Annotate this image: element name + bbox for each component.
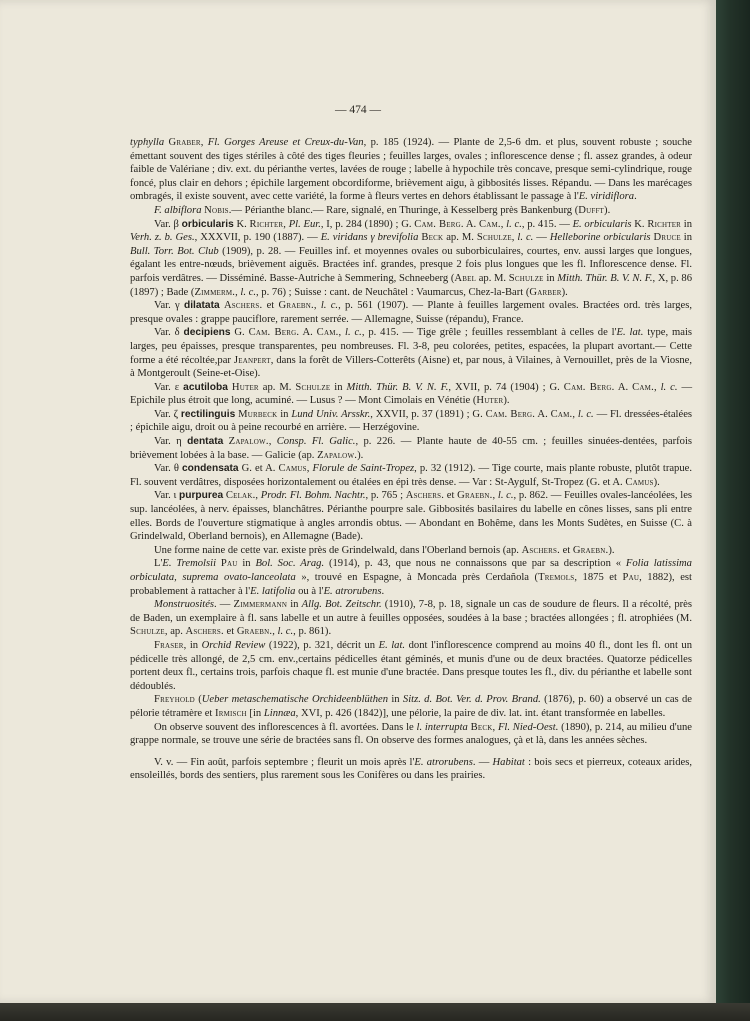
text-run: Var. ε bbox=[154, 381, 184, 393]
paragraph-p11 bbox=[130, 544, 692, 558]
text-run: dont l'inflorescence comprend au moins 40 fl., dont les fl. ont un pédicelle très allongé, de 2,5 cm. env.,certains pédicelles étant géminés, et munis d'une ou de deux bractées. Quatorze pédicelles portent deux fl., certains trois, parfois chaque fl. est munie d'une bractée. Dans presque toutes les fl., div. du périanthe et labelle sont dédoublés. bbox=[130, 639, 693, 692]
italic-text: Fl. Gorges Areuse et Creux-du-Van bbox=[207, 137, 364, 148]
variety-name: rectilinguis bbox=[180, 408, 236, 420]
italic-text: E. Tremolsii bbox=[162, 558, 217, 570]
italic-text: Monstruosités bbox=[154, 599, 215, 611]
italic-text: Linnæa bbox=[263, 707, 296, 719]
text-run: et bbox=[223, 626, 237, 638]
paragraph-p4 bbox=[130, 299, 692, 326]
text-run: , bbox=[268, 436, 277, 448]
text-run: .— Périanthe blanc.— Rare, signalé, en Thuringe, à Kesselberg près Bankenburg ( bbox=[228, 204, 579, 216]
text-run: Var. ζ bbox=[154, 408, 181, 420]
italic-text: Habitat bbox=[492, 756, 525, 768]
text-run: A. bbox=[535, 408, 551, 420]
author-name: Garber bbox=[529, 286, 562, 298]
italic-text: E. lat. bbox=[616, 327, 644, 339]
author-name: Jeanpert bbox=[233, 354, 271, 366]
author-name: Cam. Berg. bbox=[414, 218, 464, 230]
text-run: (1910), 7-8, p. 18, signale un cas de soudure de fleurs. Il a récolté, près de Baden, un exemplaire à fl. sans labelle et un autre à feuilles opposées, soudées à la base ; bractées allongées ; fl. atrophiées (M. bbox=[130, 599, 692, 624]
text-run: A. bbox=[614, 381, 633, 393]
text-run: ap. M. bbox=[258, 381, 296, 393]
text-run: . — bbox=[214, 599, 234, 611]
text-run: , XVII, p. 74 (1904) ; G. bbox=[448, 381, 564, 393]
italic-text: Lund Univ. Arsskr. bbox=[291, 408, 371, 420]
author-name: Celak. bbox=[225, 490, 256, 502]
author-name: Abel bbox=[454, 272, 477, 284]
author-name: Cam. bbox=[316, 327, 339, 339]
author-name: Aschers. bbox=[405, 490, 445, 502]
italic-text: E. atrorubens bbox=[414, 756, 473, 768]
author-name: Irmisch bbox=[215, 707, 247, 719]
italic-text: Helleborine orbicularis bbox=[549, 232, 651, 244]
paragraph-p6 bbox=[130, 381, 692, 408]
paragraph-p1 bbox=[130, 136, 692, 204]
italic-text: l. interrupta bbox=[416, 721, 468, 733]
italic-text: Orchid Review bbox=[201, 639, 266, 651]
page-body-text bbox=[130, 136, 692, 783]
text-run: — Fl. dressées-étalées ; épichile aigu, droit ou à peine recourbé en arrière. — Herzégovine. bbox=[130, 408, 693, 434]
text-run: , p. 561 (1907). — Plante à feuilles largement ovales. Bractées ord. très larges, presque ovales : grappe pauciflore, rarement serrée. — Allemagne, Suisse (répandu), France. bbox=[130, 300, 693, 325]
italic-text: l. c. bbox=[320, 300, 339, 312]
text-run: K. bbox=[631, 218, 648, 230]
text-run: et bbox=[444, 490, 458, 502]
text-run: , p. 861). bbox=[293, 626, 332, 638]
italic-text: Ueber metaschematische Orchideenblüthen bbox=[201, 694, 389, 706]
author-name: Schulze bbox=[508, 272, 544, 284]
text-run: , X, p. 86 (1897) ; Bade ( bbox=[130, 272, 692, 298]
text-run: A. bbox=[299, 327, 317, 339]
author-name: Zimmerm. bbox=[194, 286, 236, 298]
italic-text: Folia latissima orbiculata, suprema ovato-lanceolata bbox=[130, 558, 692, 583]
author-name: Huter bbox=[231, 381, 259, 393]
text-run: G. et A. bbox=[238, 463, 279, 475]
scanner-edge bbox=[0, 1003, 750, 1021]
text-run: ). bbox=[561, 286, 568, 298]
author-name: Richter bbox=[249, 218, 284, 230]
text-run: , p. 415. — bbox=[521, 218, 573, 230]
text-run: , p. 415. — Tige grêle ; feuilles ressemblant à celles de l' bbox=[361, 327, 617, 339]
italic-text: l. c. bbox=[345, 327, 362, 339]
author-name: Freyhold bbox=[154, 694, 195, 706]
text-run: in bbox=[237, 558, 256, 570]
author-name: Schulze bbox=[295, 381, 331, 393]
variety-name: purpurea bbox=[179, 490, 224, 502]
book-spine bbox=[716, 0, 750, 1003]
italic-text: Florule de Saint-Tropez bbox=[312, 463, 415, 475]
text-run: ). bbox=[608, 544, 615, 556]
text-run: K. bbox=[233, 218, 250, 230]
author-name: Graebn. bbox=[236, 626, 273, 638]
page-number: — 474 — bbox=[335, 104, 381, 116]
paragraph-p10 bbox=[130, 489, 692, 543]
author-name: Beck bbox=[421, 232, 444, 244]
italic-text: E. lat. bbox=[378, 639, 406, 651]
author-name: Pau bbox=[622, 572, 640, 583]
text-run: , bbox=[255, 490, 261, 502]
paragraph-p15 bbox=[130, 693, 692, 720]
text-run: L' bbox=[154, 558, 163, 570]
italic-text: Allg. Bot. Zeitschr. bbox=[301, 599, 382, 611]
author-name: Richter bbox=[647, 218, 682, 230]
text-run: , XXVII, p. 37 (1891) ; G. bbox=[370, 408, 486, 420]
text-run: (1876), p. 60) a observé un cas de pélorie tétramère et bbox=[130, 694, 692, 719]
author-name: Graebn. bbox=[457, 490, 493, 502]
text-run: ap. M. bbox=[443, 232, 477, 244]
text-run: et bbox=[262, 300, 279, 312]
text-run: , bbox=[338, 327, 345, 339]
italic-text: l. c. bbox=[517, 232, 534, 244]
paragraph-p2 bbox=[130, 204, 692, 218]
text-run: G. bbox=[230, 327, 249, 339]
italic-text: Consp. Fl. Galic. bbox=[276, 436, 356, 448]
author-name: Pau bbox=[220, 558, 238, 570]
text-run: in bbox=[287, 599, 302, 611]
italic-text: Bol. Soc. Arag. bbox=[255, 558, 325, 570]
paragraph-p12 bbox=[130, 557, 692, 598]
author-name: Zapalow. bbox=[228, 436, 269, 448]
italic-text: l. c. bbox=[497, 490, 514, 502]
text-run: ). bbox=[604, 204, 611, 216]
text-run: Var. θ bbox=[154, 463, 182, 475]
text-run: A. bbox=[463, 218, 479, 230]
text-run: , I, p. 284 (1890) ; G. bbox=[320, 218, 415, 230]
text-run: Une forme naine de cette var. existe près de Grindelwald, dans l'Oberland bernois (ap. bbox=[154, 544, 522, 556]
text-run: Var. δ bbox=[154, 327, 184, 339]
italic-text: Prodr. Fl. Bohm. Nachtr. bbox=[260, 490, 366, 502]
italic-text: Mitth. Thür. B. V. N. F. bbox=[557, 272, 653, 284]
text-run: (1914), p. 43, que nous ne connaissons que par sa description « bbox=[324, 558, 626, 570]
author-name: Graebn. bbox=[278, 300, 314, 312]
text-run: ). bbox=[653, 476, 660, 488]
text-run: , ap. bbox=[164, 626, 186, 638]
text-run: On observe souvent des inflorescences à fl. avortées. Dans le bbox=[154, 721, 417, 733]
author-name: Huter bbox=[476, 395, 504, 407]
author-name: Cam. bbox=[550, 408, 573, 420]
text-run: , p. 862. — Feuilles ovales-lancéolées, les sup. lancéolées, à nerv. épaisses, blanchâtres. Périanthe pourpre sale. Gibbosités basilaires du labelle en cônes lisses, sans pli entre elles. Bords de l'ouverture stigmatique à angles arrondis obtus. — Abondant en Bohême, dans les Monts Sudètes, en Suisse (C. à Grindelwald, Oberland bernois), en Allemagne (Bade). bbox=[130, 490, 693, 543]
author-name: Cam. bbox=[632, 381, 654, 393]
text-run: . bbox=[381, 585, 385, 597]
text-run: [in bbox=[246, 707, 264, 719]
text-run: (1922), p. 321, décrit un bbox=[265, 639, 379, 651]
italic-text: Fl. Nied-Oest. bbox=[497, 721, 559, 733]
author-name: Beck bbox=[470, 721, 493, 733]
author-name: Aschers. bbox=[521, 544, 560, 556]
text-run: , bbox=[492, 490, 498, 502]
italic-text: E. latifolia bbox=[250, 585, 296, 597]
variety-name: acutiloba bbox=[183, 381, 228, 393]
text-run: , bbox=[511, 232, 518, 244]
text-run: , dans la forêt de Villers-Cotterêts (Aisne) et, par nous, à Vilaines, à Vernouillet, près de la Viosne, à Montgeroult (Seine-et-Oise). bbox=[130, 354, 692, 380]
text-run: in bbox=[388, 694, 403, 706]
author-name: Cam. Berg. bbox=[563, 381, 615, 393]
text-run: ou à l' bbox=[295, 585, 324, 597]
author-name: Schulze bbox=[130, 626, 165, 638]
author-name: Cam. bbox=[478, 218, 501, 230]
author-name: Dufft bbox=[578, 204, 605, 216]
italic-text: E. viridiflora bbox=[578, 191, 635, 203]
author-name: Graber bbox=[168, 137, 201, 148]
text-run: , p. 76) ; Suisse : cant. de Neuchâtel : Vaumarcus, Chez-la-Bart ( bbox=[256, 286, 530, 298]
italic-text: l. c. bbox=[240, 286, 256, 298]
text-run: — bbox=[533, 232, 550, 244]
italic-text: E. orbicularis bbox=[572, 218, 632, 230]
text-run: , p. 226. — Plante haute de 40-55 cm. ; feuilles sinuées-dentées, parfois brièvement lobées à la base. — Galicie (ap. bbox=[130, 436, 693, 461]
author-name: Zimmermann bbox=[233, 599, 288, 611]
text-run: . — bbox=[472, 756, 493, 768]
author-name: Fraser bbox=[154, 639, 184, 651]
italic-text: Bull. Torr. Bot. Club bbox=[130, 245, 219, 257]
text-run: , bbox=[313, 300, 321, 312]
paragraph-p9 bbox=[130, 462, 692, 489]
text-run: , bbox=[492, 721, 498, 733]
author-name: Tremols bbox=[538, 572, 575, 583]
text-run: Var. ι bbox=[154, 490, 179, 502]
text-run: : bois secs et pierreux, coteaux arides, ensoleillés, bords des sentiers, plus rarement sous les Conifères ou dans les prairies. bbox=[130, 756, 693, 782]
author-name: Druce bbox=[653, 232, 681, 244]
text-run: , 1875 et bbox=[574, 572, 623, 583]
text-run: , bbox=[272, 626, 278, 638]
text-run: , 1882), est probablement à rattacher à l' bbox=[130, 572, 692, 597]
text-run: ( bbox=[194, 694, 202, 706]
text-run: (1890), p. 214, au milieu d'une grappe normale, se trouve une série de bractées sans fl. On observe des formes analogues, çà et là, dans les années sèches. bbox=[130, 721, 692, 747]
author-name: Camus bbox=[278, 463, 307, 475]
text-run: , bbox=[572, 408, 578, 420]
text-run: ). bbox=[357, 449, 364, 461]
italic-text: l. c. bbox=[277, 626, 294, 638]
text-run: Var. β bbox=[154, 218, 182, 230]
italic-text: F. albiflora bbox=[154, 204, 202, 216]
italic-text: Mitth. Thür. B. V. N. F. bbox=[346, 381, 449, 393]
author-name: Zapalow. bbox=[317, 449, 358, 461]
author-name: Schulze bbox=[476, 232, 512, 244]
author-name: Cam. Berg. bbox=[485, 408, 536, 420]
italic-text: l. c. bbox=[660, 381, 678, 393]
text-run: », trouvé en Espagne, à Moncada près Cerdañola ( bbox=[295, 572, 539, 583]
italic-text: Sitz. d. Bot. Ver. d. Prov. Brand. bbox=[402, 694, 541, 706]
text-run: , bbox=[200, 137, 208, 148]
author-name: Aschers. bbox=[223, 300, 263, 312]
text-run: in bbox=[681, 218, 693, 230]
author-name: Graebn. bbox=[572, 544, 609, 556]
italic-text: l. c. bbox=[506, 218, 522, 230]
paragraph-p5 bbox=[130, 326, 692, 380]
italic-text: Verh. z. b. Ges. bbox=[130, 232, 195, 244]
text-run: in bbox=[330, 381, 347, 393]
text-run: , bbox=[235, 286, 241, 298]
paragraph-p16 bbox=[130, 721, 692, 748]
variety-name: dilatata bbox=[183, 300, 220, 312]
text-run: , in bbox=[183, 639, 202, 651]
author-name: Murbeck bbox=[238, 408, 278, 420]
text-run: in bbox=[277, 408, 292, 420]
text-run: , XVI, p. 426 (1842)], une pélorie, la paire de div. lat. int. étant transformée en labelles. bbox=[295, 707, 666, 719]
author-name: Aschers. bbox=[185, 626, 224, 638]
author-name: Cam. Berg. bbox=[248, 327, 300, 339]
paragraph-p8 bbox=[130, 435, 692, 462]
text-run: , bbox=[283, 218, 289, 230]
text-run: (1909), p. 28. — Feuilles inf. et moyennes ovales ou suborbiculaires, courtes, env. aussi larges que longues, égalant les entre-nœuds, brièvement aiguës. Bractées inf. grandes, presque 2 fois plus longues que les fl. Inflorescence dense. Fl. parfois verdâtres. — Disséminé. Basse-Autriche à Semmering, Schneeberg ( bbox=[130, 245, 692, 284]
variety-name: orbicularis bbox=[181, 218, 234, 230]
text-run: in bbox=[680, 232, 693, 244]
variety-name: dentata bbox=[187, 436, 224, 448]
text-run: et bbox=[559, 544, 573, 556]
text-run: , p. 185 (1924). — Plante de 2,5-6 dm. et plus, souvent robuste ; souche émettant souvent des tiges stériles à côté des tiges fleuries ; feuilles larges, ovales ; inflorescence dense ; fl. assez grandes, à odeur faible de Valériane ; div. ext. du périanthe vertes, lavées de rouge ; labelle à hypochile très concave, presque semi-cylindrique, rouge foncé, plus clair en dehors ; épichile largement obcordiforme, brièvement aigu, à gibbosités lisses. Répandu. — Dans les marécages ombragés, il existe souvent, avec cette variété, la forme à fleurs vertes en dehors établissant le passage à l' bbox=[130, 137, 693, 203]
text-run: , bbox=[500, 218, 507, 230]
italic-text: E. viridans γ brevifolia bbox=[320, 232, 419, 244]
paragraph-p7 bbox=[130, 408, 692, 435]
italic-text: E. atrorubens bbox=[323, 585, 382, 597]
text-run: , p. 32 (1912). — Tige courte, mais plante robuste, plutôt trapue. Fl. souvent verdâtres, disposées horizontalement ou étalées en épi très dense. — Var : St-Aygulf, St-Tropez (G. et A. bbox=[130, 463, 692, 488]
variety-name: decipiens bbox=[183, 327, 231, 339]
paragraph-p14 bbox=[130, 639, 692, 693]
text-run: type, mais larges, peu épaisses, presque transparentes, peu nombreuses. Fl. 3-8, peu colorées, petites, espacées, la plupart avortant.— Cette forme a été récoltée,par bbox=[130, 327, 693, 366]
author-name: Nobis bbox=[204, 204, 229, 216]
text-run: ). bbox=[503, 395, 510, 407]
paragraph-p17 bbox=[130, 756, 692, 783]
text-run: in bbox=[543, 272, 558, 284]
text-run: , p. 765 ; bbox=[365, 490, 406, 502]
author-name: Camus bbox=[625, 476, 654, 488]
text-run: Var. γ bbox=[154, 300, 184, 312]
text-run: Var. η bbox=[154, 436, 188, 448]
italic-text: l. c. bbox=[577, 408, 594, 420]
paragraph-p13 bbox=[130, 598, 692, 639]
text-run: , XXXVII, p. 190 (1887). — bbox=[194, 232, 321, 244]
text-run: . bbox=[634, 191, 637, 203]
variety-name: condensata bbox=[181, 463, 239, 475]
paragraph-p3 bbox=[130, 218, 692, 300]
text-run: , bbox=[653, 381, 661, 393]
italic-text: Pl. Eur. bbox=[288, 218, 321, 230]
text-run: — Epichile plus étroit que long, acuminé. — Lusus ? — Mont Cimolais en Vénétie ( bbox=[130, 381, 693, 407]
text-run: V. v. — Fin août, parfois septembre ; fleurit un mois après l' bbox=[154, 756, 415, 768]
text-run: ap. M. bbox=[476, 272, 509, 284]
italic-text: typhylla bbox=[130, 137, 165, 148]
text-run: , bbox=[306, 463, 313, 475]
